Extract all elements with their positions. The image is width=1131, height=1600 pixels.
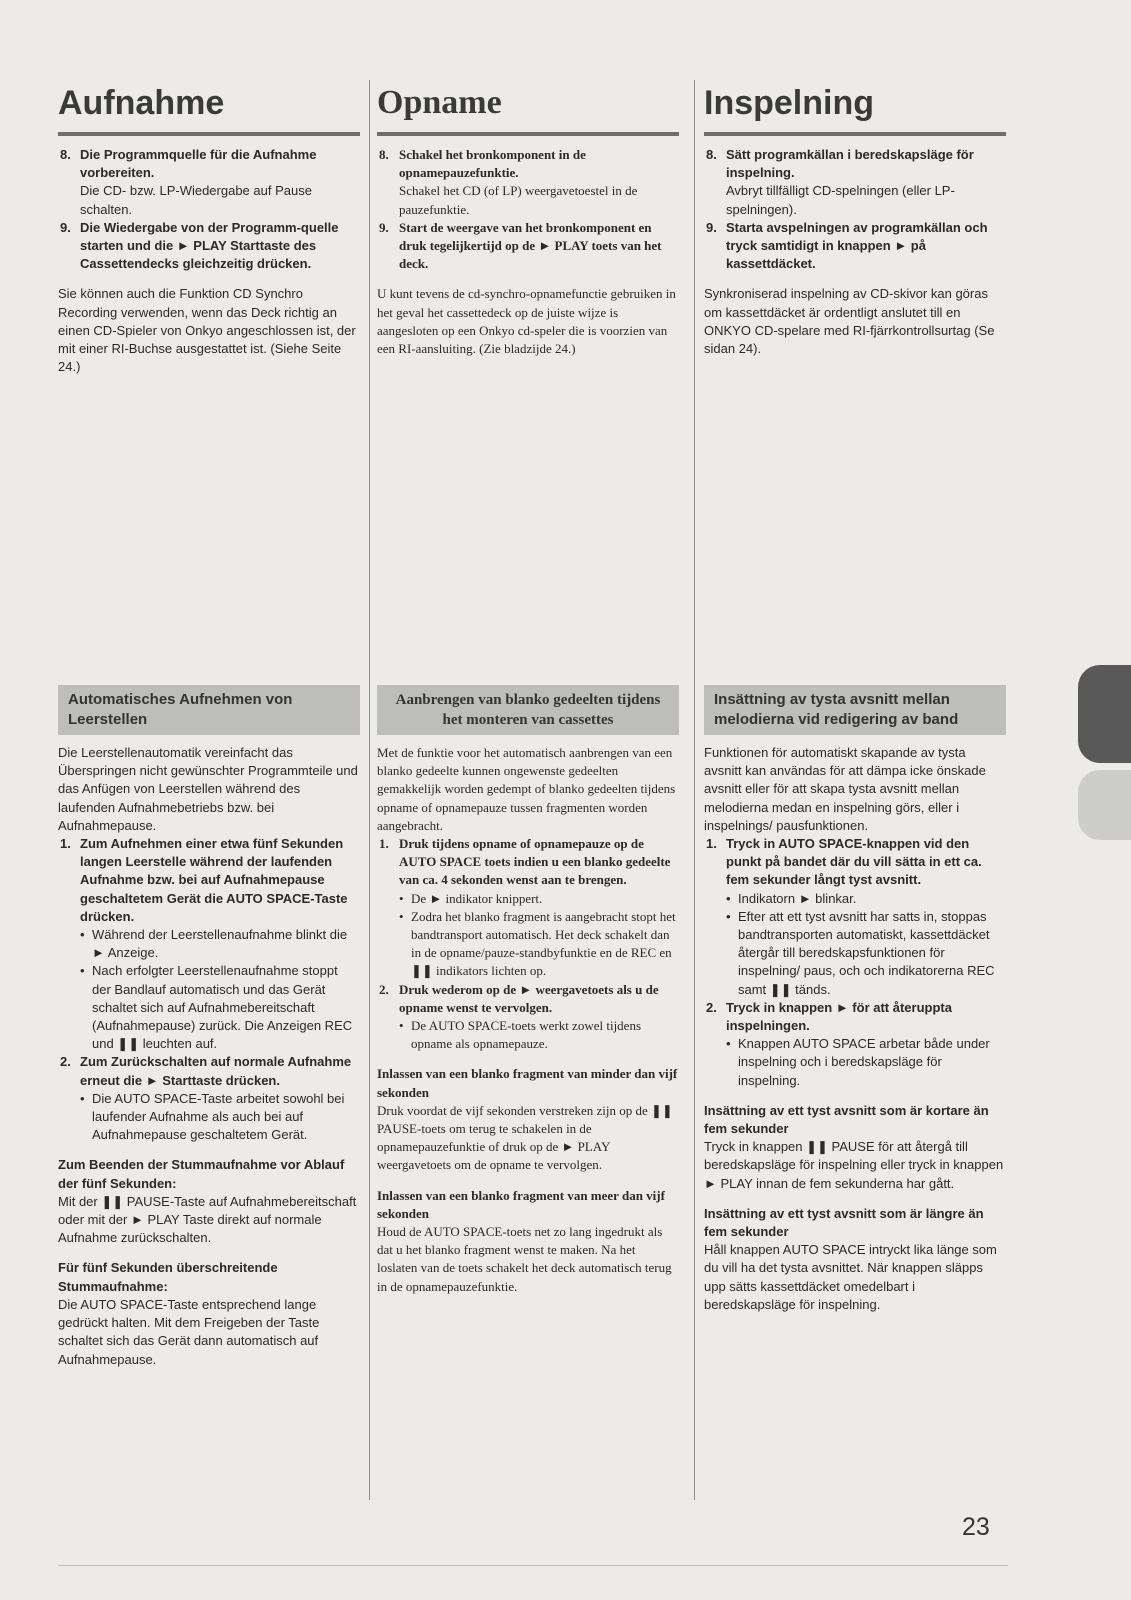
german-column xyxy=(58,80,360,376)
german-sub2-title: Für fünf Sekunden überschreitende Stummaufnahme: xyxy=(58,1260,278,1294)
step-item: 8. Die Programmquelle für die Aufnahme vorbereiten. Die CD- bzw. LP-Wiedergabe auf Pause schalten. xyxy=(60,147,317,217)
chapter-tab-marker xyxy=(1078,665,1131,763)
step-item: 9. Starta avspelningen av programkällan och tryck samtidigt in knappen ► på kassettdäcket. xyxy=(706,219,988,272)
dutch-sub2-text: Houd de AUTO SPACE-toets net zo lang ingedrukt als dat u het blanko fragment wenst te maken. Na het loslaten van de toets schakelt het deck automatisch terug in de opnamepauzefunktie. xyxy=(377,1224,672,1294)
german-sub1-title: Zum Beenden der Stummaufnahme vor Ablauf der fünf Sekunden: xyxy=(58,1157,345,1191)
dutch-column xyxy=(377,80,679,358)
bullet-list: • Die AUTO SPACE-Taste arbeitet sowohl bei laufender Aufnahme als auch bei auf Aufnahmepause geschaltetem Gerät. xyxy=(58,1090,360,1145)
chapter-tab-shadow xyxy=(1078,770,1131,840)
dutch-autospace-steps xyxy=(377,981,679,1017)
swedish-sub2-title: Insättning av ett tyst avsnitt som är längre än fem sekunder xyxy=(704,1205,984,1240)
swedish-autospace-steps xyxy=(704,999,1006,1035)
swedish-section-title: Insättning av tysta avsnitt mellan melodierna vid redigering av band xyxy=(704,685,1006,735)
swedish-autospace-steps xyxy=(704,835,1006,890)
bullet-list: • Indikatorn ► blinkar. • Efter att ett tyst avsnitt har satts in, stoppas bandtransporten automatiskt, kassettdäcket återgår till beredskapsfunktionen för inspelning/ paus, och och indikatorerna REC samt ❚❚ tänds. xyxy=(704,890,1006,999)
step-item: 2. Druk wederom op de ► weergavetoets als u de opname wenst te vervolgen. xyxy=(379,981,659,1015)
title-rule xyxy=(704,132,1006,136)
step-item: 1. Tryck in AUTO SPACE-knappen vid den punkt på bandet där du vill sätta in ett ca. fem sekunder långt tyst avsnitt. xyxy=(706,836,982,888)
step-item: 1. Druk tijdens opname of opnamepauze op de AUTO SPACE toets indien u een blanko gedeelte van ca. 4 sekonden wenst aan te brengen. xyxy=(379,836,671,888)
bullet-list: • Knappen AUTO SPACE arbetar både under inspelning och i beredskapsläge för inspelning. xyxy=(704,1035,1006,1090)
dutch-steps xyxy=(377,146,679,273)
step-item: 8. Sätt programkällan i beredskapsläge för inspelning. Avbryt tillfälligt CD-spelningen (eller LP-spelningen). xyxy=(706,147,974,217)
step-item: 1. Zum Aufnehmen einer etwa fünf Sekunden langen Leerstelle während der laufenden Aufnahme bzw. bei auf Aufnahmepause geschaltetem Gerät die AUTO SPACE-Taste drücken. xyxy=(60,836,348,924)
german-intro: Die Leerstellenautomatik vereinfacht das Überspringen nicht gewünschter Programmteile und das Anfügen von Leerstellen während des laufenden Aufnahmebetriebs bzw. bei Aufnahmepause. xyxy=(58,745,358,833)
dutch-sub1-text: Druk voordat de vijf sekonden verstreken zijn op de ❚❚ PAUSE-toets om terug te schakelen in de opnamepauzefunktie of druk op de ► PLAY weergavetoets om de opname te vervolgen. xyxy=(377,1102,673,1173)
swedish-steps xyxy=(704,146,1006,273)
swedish-sub1-title: Insättning av ett tyst avsnitt som är kortare än fem sekunder xyxy=(704,1102,989,1137)
swedish-sub1-text: Tryck in knappen ❚❚ PAUSE för att återgå till beredskapsläge för inspelning eller tryck in knappen ► PLAY innan de fem sekunderna har gått. xyxy=(704,1139,1004,1191)
german-title: Aufnahme xyxy=(58,84,225,122)
swedish-sub2-text: Håll knappen AUTO SPACE intryckt lika länge som du vill ha det tysta avsnittet. När knappen släpps upp sätts kassettdäcket omedelbart i beredskapsläge för inspelning. xyxy=(704,1242,997,1312)
dutch-sub1-title: Inlassen van een blanko fragment van minder dan vijf sekonden xyxy=(377,1066,678,1100)
german-sub1-text: Mit der ❚❚ PAUSE-Taste auf Aufnahmebereitschaft oder mit der ► PLAY Taste direkt auf normale Aufnahme zurückschalten. xyxy=(58,1193,357,1246)
dutch-section-title: Aanbrengen van blanko gedeelten tijdens het monteren van cassettes xyxy=(377,685,679,735)
step-item: 8. Schakel het bronkomponent in de opnamepauzefunktie. Schakel het CD (of LP) weergavetoestel in de pauzefunktie. xyxy=(379,147,638,217)
column-divider xyxy=(694,80,695,1500)
title-rule xyxy=(377,132,679,136)
german-autospace-section xyxy=(58,685,360,1369)
swedish-column xyxy=(704,80,1006,358)
step-item: 9. Start de weergave van het bronkomponent en druk tegelijkertijd op de ► PLAY toets van het deck. xyxy=(379,219,662,272)
swedish-autospace-section xyxy=(704,685,1006,1314)
german-sub2-text: Die AUTO SPACE-Taste entsprechend lange gedrückt halten. Mit dem Freigeben der Taste schaltet sich das Gerät dann automatisch auf Aufnahmepause. xyxy=(58,1296,320,1367)
german-autospace-steps xyxy=(58,835,360,926)
german-autospace-steps xyxy=(58,1053,360,1089)
german-synchro-note: Sie können auch die Funktion CD Synchro Recording verwenden, wenn das Deck richtig an einen CD-Spieler von Onkyo angeschlossen ist, der mit einer RI-Buchse ausgestattet ist. (Siehe Seite 24.) xyxy=(58,286,356,375)
german-section-title: Automatisches Aufnehmen von Leerstellen xyxy=(58,685,360,735)
bullet-list: • De ► indikator knippert. • Zodra het blanko fragment is aangebracht stopt het bandtransport automatisch. Het deck schakelt dan in de opname/pauze-standbyfunktie en de REC en ❚❚ indikators lichten op. xyxy=(377,890,679,981)
swedish-synchro-note: Synkroniserad inspelning av CD-skivor kan göras om kassettdäcket är ordentligt anslutet till en ONKYO CD-spelare med RI-fjärrkontrollsurtag (Se sidan 24). xyxy=(704,286,995,357)
swedish-intro: Funktionen för automatiskt skapande av tysta avsnitt kan användas för att dämpa icke önskade avsnitt eller för att skapa tysta avsnitt mellan melodierna medan en inspelning görs, eller i inspelnings/ pausfunktionen. xyxy=(704,745,986,833)
step-item: 2. Tryck in knappen ► för att återuppta inspelningen. xyxy=(706,999,952,1034)
column-divider xyxy=(369,80,370,1500)
dutch-autospace-steps xyxy=(377,835,679,890)
german-steps xyxy=(58,146,360,273)
dutch-autospace-section xyxy=(377,685,679,1296)
bullet-list: • Während der Leerstellenaufnahme blinkt die ► Anzeige. • Nach erfolgter Leerstellenaufnahme stoppt der Bandlauf automatisch und das Gerät schaltet sich auf Aufnahmebereitschaft (Aufnahmepause) zurück. Die Anzeigen REC und ❚❚ leuchten auf. xyxy=(58,926,360,1053)
page-number: 23 xyxy=(962,1513,990,1541)
swedish-title: Inspelning xyxy=(704,84,874,122)
bottom-rule xyxy=(58,1565,1008,1566)
title-rule xyxy=(58,132,360,136)
dutch-title: Opname xyxy=(377,84,502,121)
dutch-sub2-title: Inlassen van een blanko fragment van meer dan vijf sekonden xyxy=(377,1187,665,1221)
step-item: 2. Zum Zurückschalten auf normale Aufnahme erneut die ► Starttaste drücken. xyxy=(60,1054,352,1088)
bullet-list: • De AUTO SPACE-toets werkt zowel tijdens opname als opnamepauze. xyxy=(377,1017,679,1053)
dutch-synchro-note: U kunt tevens de cd-synchro-opnamefunctie gebruiken in het geval het cassettedeck op de juiste wijze is aangesloten op een Onkyo cd-speler die is voorzien van een RI-aansluiting. (Zie bladzijde 24.) xyxy=(377,286,676,357)
dutch-intro: Met de funktie voor het automatisch aanbrengen van een blanko gedeelte kunnen ongewenste gedeelten gemakkelijk worden gedempt of blanko gedeelten tijdens opname of opnamepauze tussen fragmenten worden aangebracht. xyxy=(377,745,676,833)
step-item: 9. Die Wiedergabe von der Programm-quelle starten und die ► PLAY Starttaste des Cassettendecks gleichzeitig drücken. xyxy=(60,219,339,272)
